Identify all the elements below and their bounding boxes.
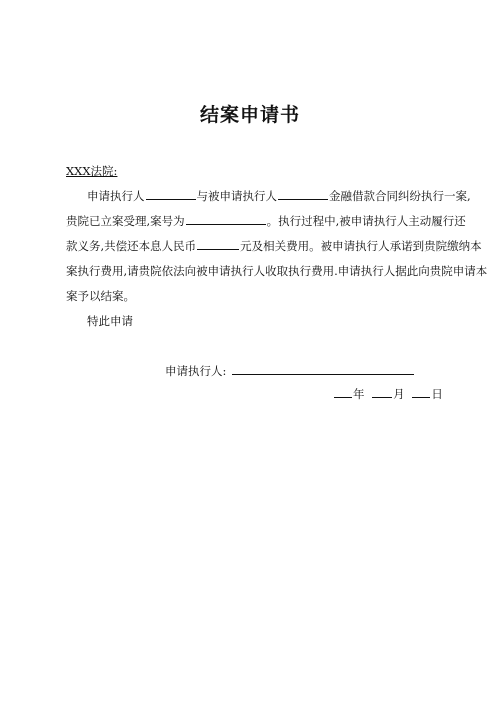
date-block [333,386,443,402]
document-title: 结案申请书 [199,104,300,126]
body-line-5: 案予以结案。 [66,289,135,303]
case-number-label: 贵院已立案受理,案号为 [66,214,185,228]
signature-label: 申请执行人: [165,364,227,378]
month-blank [372,386,392,398]
body-line-2 [66,213,466,229]
repayment-label: 款义务,共偿还本息人民币 [66,239,197,253]
day-blank [412,386,430,398]
case-type-text: 金融借款合同纠纷执行一案, [329,189,471,203]
applicant-blank [146,188,196,200]
execution-text: 。执行过程中,被申请执行人主动履行还 [266,214,466,228]
applicant-label: 申请执行人 [87,189,145,203]
year-label: 年 [353,387,365,401]
respondent-label: 与被申请执行人 [196,189,277,203]
salutation: XXX法院: [66,164,118,178]
signature-block [165,362,414,379]
day-label: 日 [431,387,443,401]
case-number-blank [186,213,266,225]
body-line-3 [66,238,482,254]
month-label: 月 [393,387,405,401]
year-blank [334,386,352,398]
respondent-blank [278,188,328,200]
closing-text: 特此申请 [87,314,133,328]
amount-blank [197,238,239,250]
body-line-4: 案执行费用,请贵院依法向被申请执行人收取执行费用.申请执行人据此向贵院申请本 [66,264,488,278]
fees-text: 元及相关费用。被申请执行人承诺到贵院缴纳本 [240,239,482,253]
body-line-1 [87,188,471,204]
signature-line [232,362,414,375]
